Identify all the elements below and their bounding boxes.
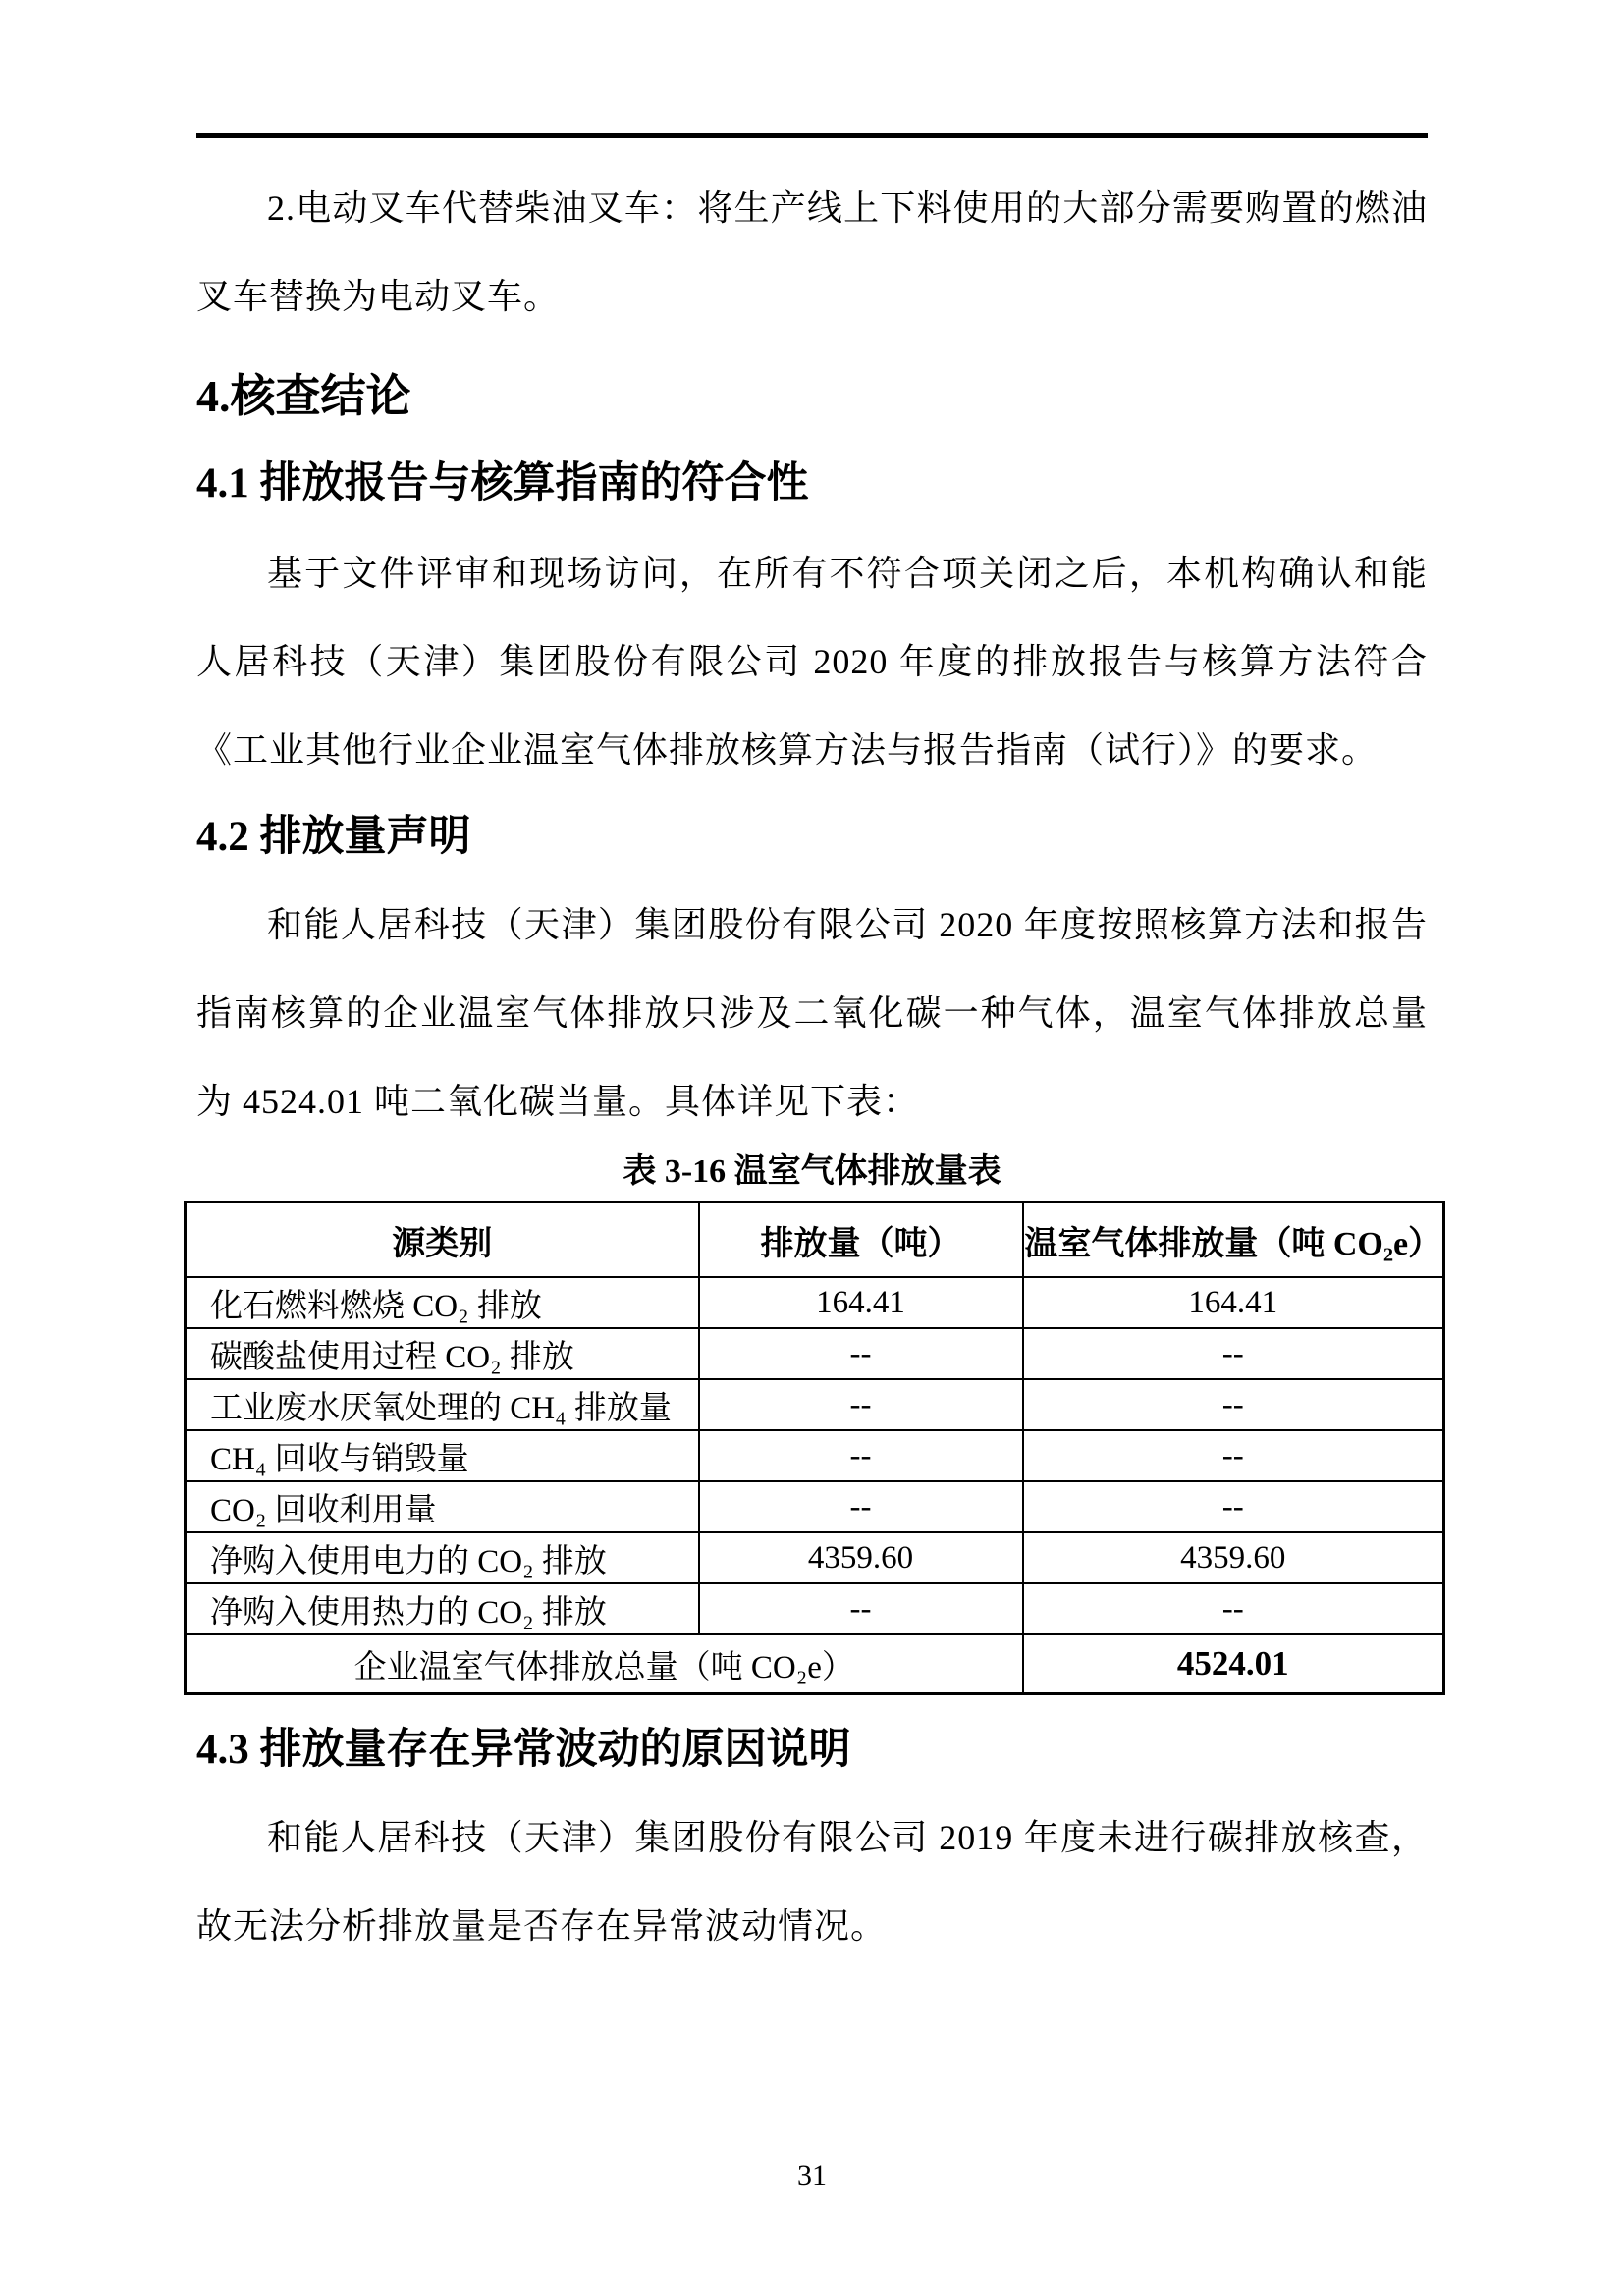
- cell-ghg: --: [1023, 1481, 1444, 1532]
- table-row: [186, 1532, 1444, 1583]
- section-4-2-heading: 4.2 排放量声明: [196, 814, 471, 860]
- cell-emission: --: [699, 1379, 1023, 1430]
- header-rule: [196, 133, 1428, 138]
- cell-source: 化石燃料燃烧 CO₂ 排放: [186, 1277, 699, 1328]
- table-row: [186, 1379, 1444, 1430]
- page-content: [196, 0, 1442, 1970]
- emissions-table: [184, 1201, 1445, 1695]
- cell-ghg: --: [1023, 1583, 1444, 1634]
- table-row: [186, 1430, 1444, 1481]
- cell-total-label: 企业温室气体排放总量（吨 CO₂e）: [186, 1634, 1023, 1694]
- cell-emission: 4359.60: [699, 1532, 1023, 1583]
- table-header-row: [186, 1202, 1444, 1278]
- table-row: [186, 1328, 1444, 1379]
- column-header-ghg: 温室气体排放量（吨 CO₂e）: [1023, 1202, 1444, 1278]
- table-caption: 表 3-16 温室气体排放量表: [623, 1153, 1001, 1190]
- cell-source: 碳酸盐使用过程 CO₂ 排放: [186, 1328, 699, 1379]
- table-row: [186, 1481, 1444, 1532]
- page-number: 31: [797, 2160, 827, 2192]
- cell-source: CH₄ 回收与销毁量: [186, 1430, 699, 1481]
- cell-ghg: --: [1023, 1430, 1444, 1481]
- paragraph-forklift: 2.电动叉车代替柴油叉车：将生产线上下料使用的大部分需要购置的燃油叉车替换为电动叉车。: [196, 188, 1428, 316]
- cell-source: 工业废水厌氧处理的 CH₄ 排放量: [186, 1379, 699, 1430]
- section-4-2-paragraph: 和能人居科技（天津）集团股份有限公司 2020 年度按照核算方法和报告指南核算的企业温室气体排放只涉及二氧化碳一种气体，温室气体排放总量为 4524.01 吨二氧化碳当量。具体详见下表：: [196, 905, 1428, 1121]
- table-total-row: [186, 1634, 1444, 1694]
- cell-total-value: 4524.01: [1023, 1634, 1444, 1694]
- section-4-1-heading: 4.1 排放报告与核算指南的符合性: [196, 460, 809, 507]
- section-4-1-paragraph: 基于文件评审和现场访问，在所有不符合项关闭之后，本机构确认和能人居科技（天津）集团股份有限公司 2020 年度的排放报告与核算方法符合《工业其他行业企业温室气体排放核算方法与报告指南（试行）》的要求。: [196, 554, 1428, 770]
- section-4-heading: 4.核查结论: [196, 371, 411, 421]
- cell-ghg: --: [1023, 1328, 1444, 1379]
- cell-source: 净购入使用电力的 CO₂ 排放: [186, 1532, 699, 1583]
- cell-emission: 164.41: [699, 1277, 1023, 1328]
- column-header-source: 源类别: [186, 1202, 699, 1278]
- section-4-3-heading: 4.3 排放量存在异常波动的原因说明: [196, 1727, 851, 1773]
- cell-emission: --: [699, 1430, 1023, 1481]
- cell-emission: --: [699, 1583, 1023, 1634]
- cell-source: CO₂ 回收利用量: [186, 1481, 699, 1532]
- column-header-emission: 排放量（吨）: [699, 1202, 1023, 1278]
- table-row: [186, 1583, 1444, 1634]
- cell-ghg: --: [1023, 1379, 1444, 1430]
- cell-ghg: 4359.60: [1023, 1532, 1444, 1583]
- table-row: [186, 1277, 1444, 1328]
- cell-source: 净购入使用热力的 CO₂ 排放: [186, 1583, 699, 1634]
- section-4-3-paragraph: 和能人居科技（天津）集团股份有限公司 2019 年度未进行碳排放核查，故无法分析排放量是否存在异常波动情况。: [196, 1818, 1428, 1946]
- cell-emission: --: [699, 1481, 1023, 1532]
- cell-emission: --: [699, 1328, 1023, 1379]
- cell-ghg: 164.41: [1023, 1277, 1444, 1328]
